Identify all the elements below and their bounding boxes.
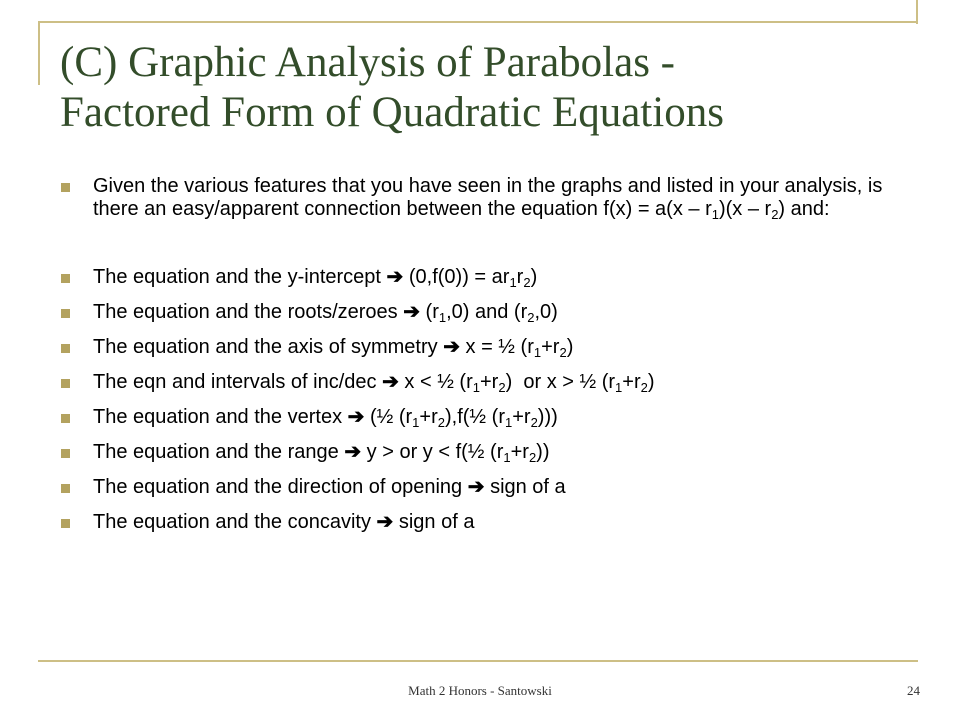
bullet-axis-of-symmetry: The equation and the axis of symmetry ➔ x = ½ $(r_1+r_2)$ [60,336,920,359]
bullet-intervals: The eqn and intervals of inc/dec ➔ x < ½ $(r_1+r_2)$ or x > ½ $(r_1+r_2)$ [60,371,920,394]
bullet-square-icon [61,274,70,283]
arrow-icon: ➔ [443,336,460,358]
bullet-concavity: The equation and the concavity ➔ sign of a [60,511,920,534]
title-line-1: (C) Graphic Analysis of Parabolas - [60,39,675,86]
bullet-list [60,175,920,546]
bullet-square-icon [61,379,70,388]
arrow-icon: ➔ [386,266,404,288]
bullet-square-icon [61,309,70,318]
bullet-square-icon [61,449,70,458]
bullet-square-icon [61,484,70,493]
frame-bottom-line [38,660,918,662]
arrow-icon: ➔ [382,371,399,393]
slide-title [60,38,920,138]
frame-left-line [38,21,40,85]
page-number: 24 [907,683,920,698]
arrow-icon: ➔ [376,511,394,533]
arrow-icon: ➔ [347,406,365,428]
frame-top-line [38,21,918,23]
arrow-icon: ➔ [344,441,362,463]
bullet-intro: Given the various features that you have seen in the graphs and listed in your analysis, is there an easy/apparent connection between the equation $f(x) = a(x - r_1)(x - r_2)$ and: [60,175,920,221]
arrow-icon: ➔ [403,301,420,323]
bullet-direction-of-opening: The equation and the direction of opening ➔ sign of a [60,476,920,499]
bullet-square-icon [61,344,70,353]
footer-course: Math 2 Honors - Santowski [408,683,552,698]
title-line-2: Factored Form of Quadratic Equations [60,89,724,136]
bullet-range: The equation and the range ➔ y > or y < f(½ $(r_1+r_2)$) [60,441,920,464]
bullet-y-intercept: The equation and the y-intercept ➔ $(0,f(0)) = ar_1r_2$) [60,266,920,289]
bullet-square-icon [61,414,70,423]
bullet-square-icon [61,183,70,192]
bullet-square-icon [61,519,70,528]
frame-right-line [916,0,918,24]
arrow-icon: ➔ [467,476,485,498]
bullet-roots: The equation and the roots/zeroes ➔ $(r_1,0)$ and $(r_2,0)$ [60,301,920,324]
bullet-vertex: The equation and the vertex ➔ (½ $(r_1+r_2),f(\frac{1}{2}$ $(r_1+r_2)$)) [60,406,920,429]
